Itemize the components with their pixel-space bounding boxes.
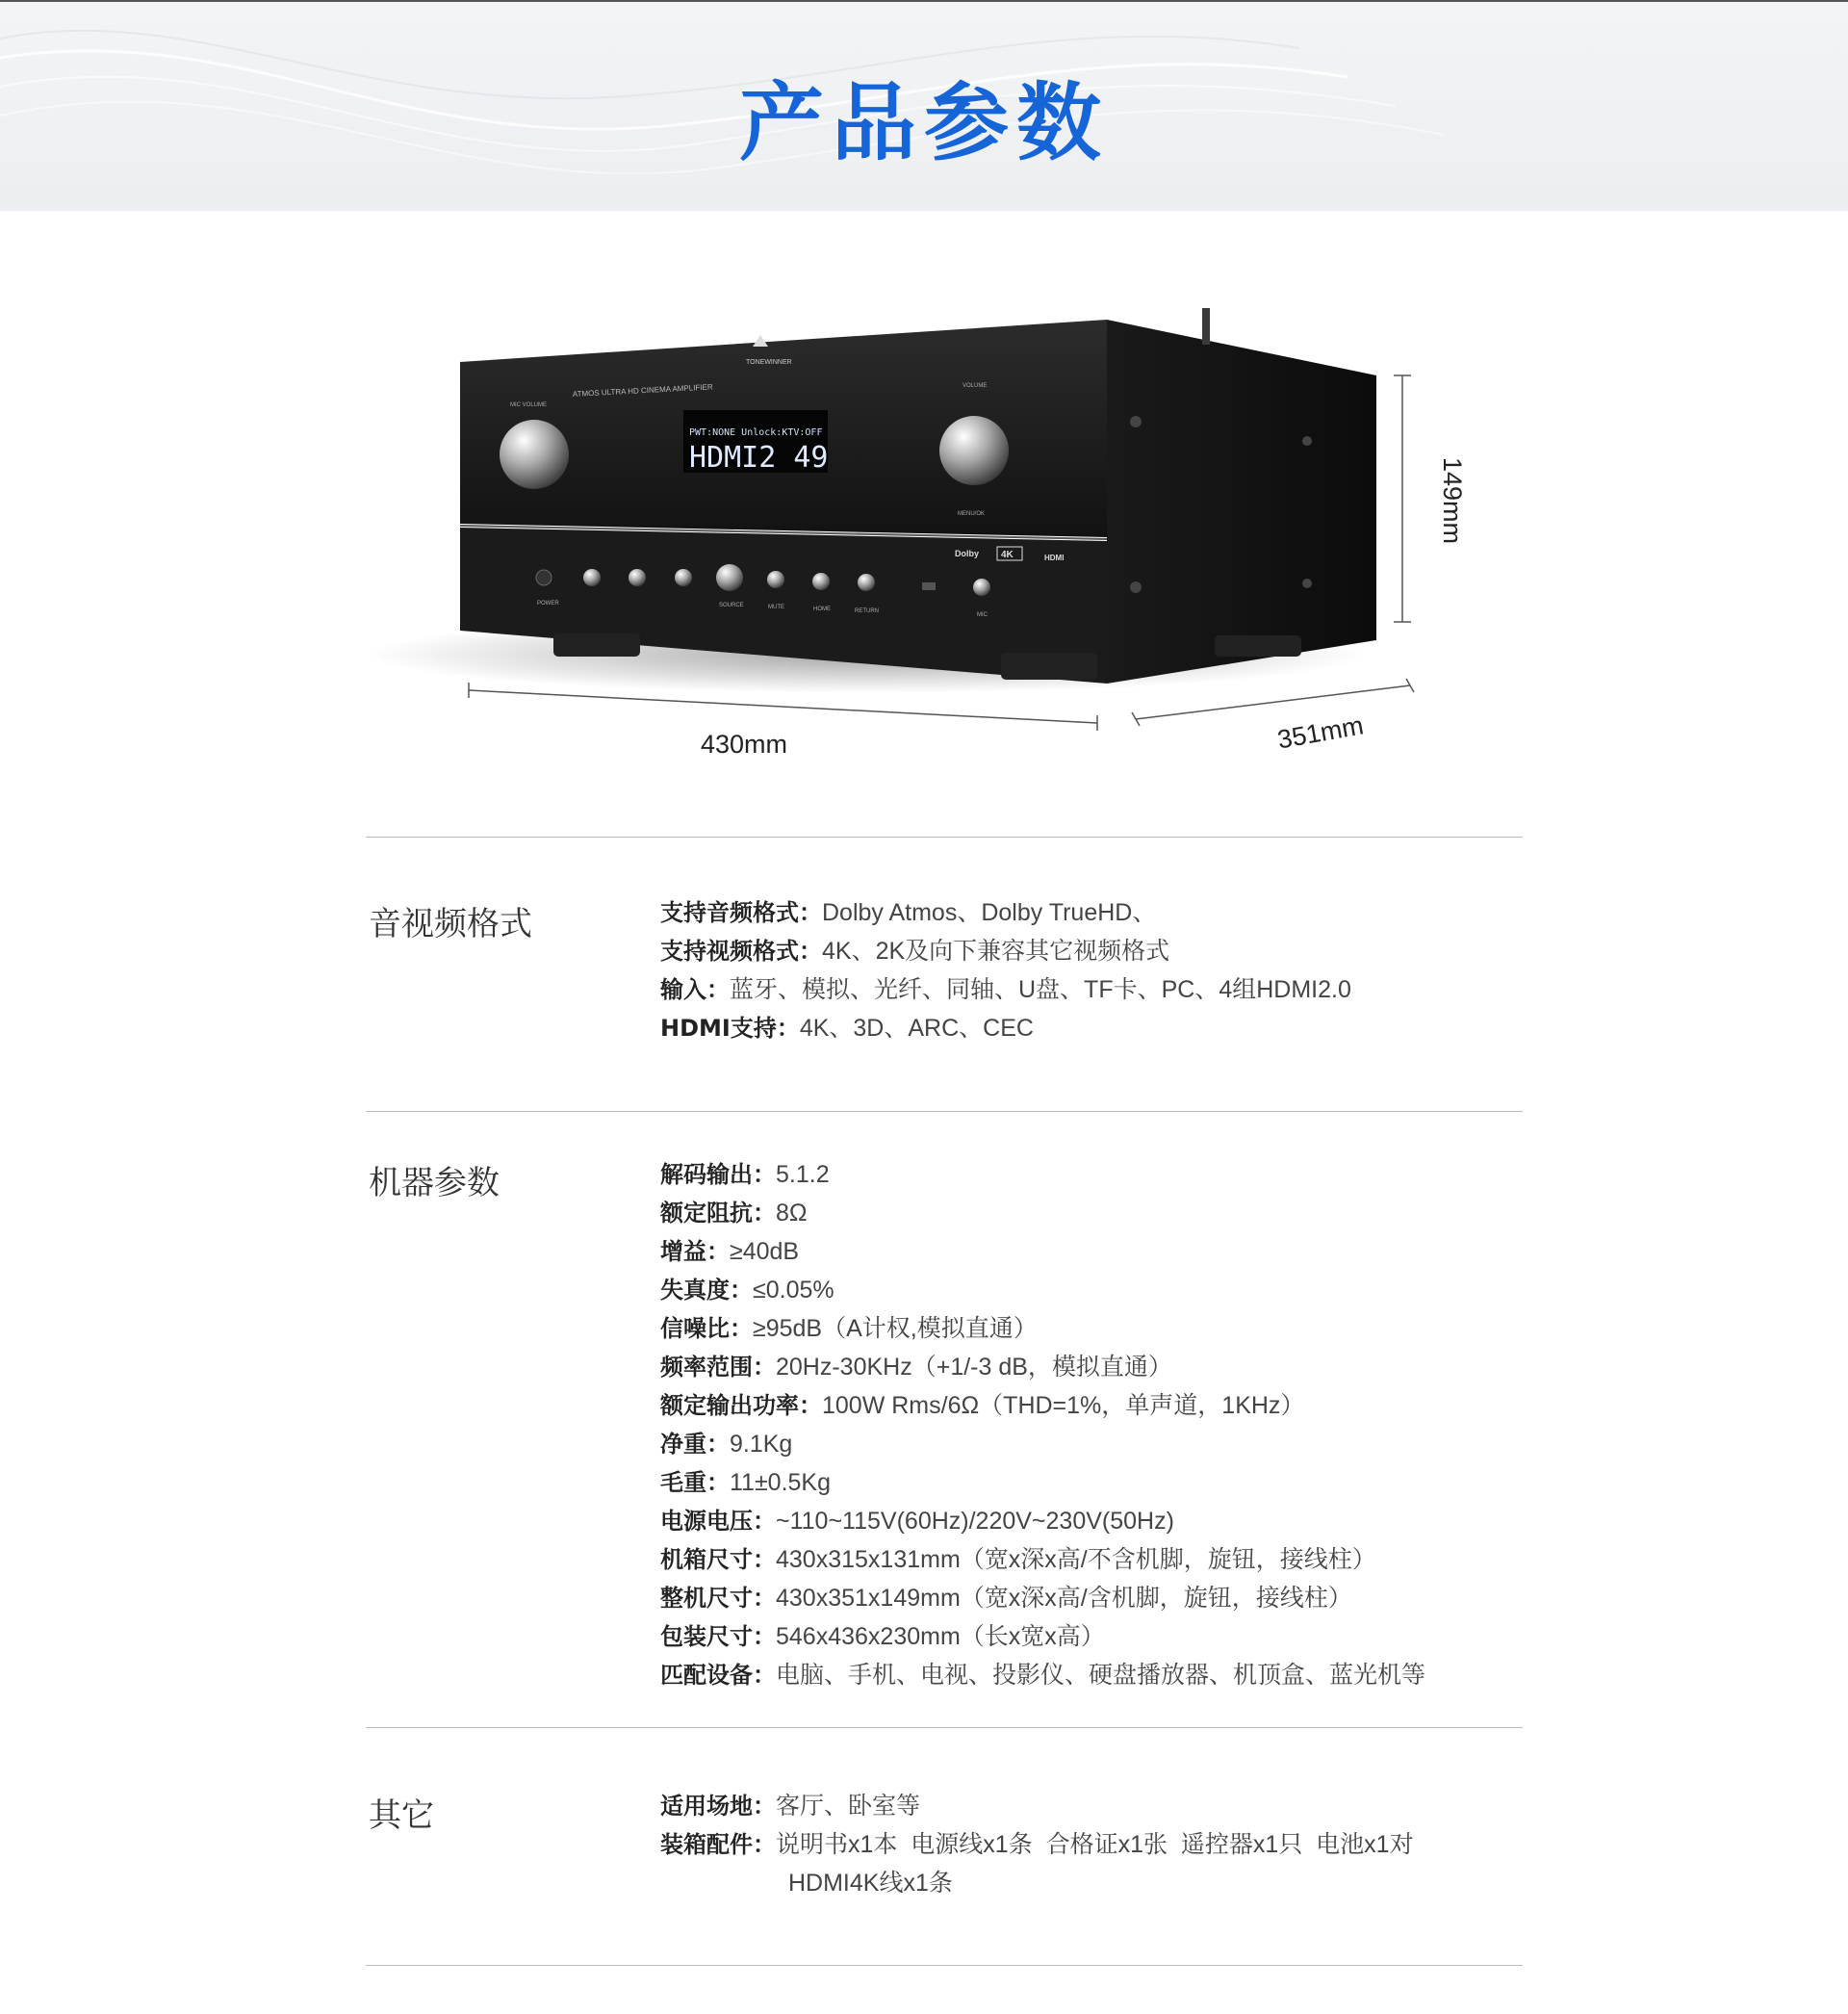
spec-line: 额定输出功率：100W Rms/6Ω（THD=1%，单声道，1KHz） xyxy=(660,1392,1305,1419)
section-title-other: 其它 xyxy=(369,1796,434,1835)
panel-text: ATMOS ULTRA HD CINEMA AMPLIFIER xyxy=(572,382,713,399)
4k-logo: 4K xyxy=(1001,550,1014,560)
home-button-label: HOME xyxy=(813,607,831,612)
page-title: 产品参数 xyxy=(738,73,1109,172)
display-line1: PWT:NONE Unlock:KTV:OFF xyxy=(689,427,823,438)
spec-line: 机箱尺寸：430x315x131mm（宽x深x高/不含机脚，旋钮，接线柱） xyxy=(660,1546,1376,1573)
spec-line: 整机尺寸：430x351x149mm（宽x深x高/含机脚，旋钮，接线柱） xyxy=(660,1585,1352,1612)
product-image xyxy=(366,308,1502,770)
depth-dimension-line xyxy=(1136,685,1410,719)
volume-label: VOLUME xyxy=(962,383,988,389)
spec-list-av-format xyxy=(660,893,1507,1047)
divider-2 xyxy=(366,1111,1523,1112)
spec-line: HDMI支持：4K、3D、ARC、CEC xyxy=(660,1015,1034,1042)
dolby-logo: Dolby xyxy=(955,549,980,558)
depth-dimension-label: 351mm xyxy=(1275,710,1366,755)
spec-line: 支持音频格式：Dolby Atmos、Dolby TrueHD、 xyxy=(660,899,1157,926)
spec-line: 频率范围：20Hz-30KHz（+1/-3 dB，模拟直通） xyxy=(660,1354,1172,1381)
height-dimension-label: 149mm xyxy=(1438,457,1467,545)
section-title-av-format: 音视频格式 xyxy=(369,905,532,943)
divider-4 xyxy=(366,1965,1523,1966)
divider-1 xyxy=(366,837,1523,838)
spec-line: 支持视频格式：4K、2K及向下兼容其它视频格式 xyxy=(660,938,1170,965)
power-button-label: POWER xyxy=(537,601,559,607)
menu-label: MENU/OK xyxy=(958,511,986,517)
mic-jack-icon xyxy=(973,579,990,596)
spec-line: 匹配设备：电脑、手机、电视、投影仪、硬盘播放器、机顶盒、蓝光机等 xyxy=(660,1662,1426,1689)
mic-volume-knob xyxy=(500,420,569,489)
spec-list-machine-params xyxy=(660,1155,1507,1694)
header-banner xyxy=(0,0,1848,211)
spec-line: 毛重：11±0.5Kg xyxy=(660,1469,832,1496)
display-line2: HDMI2 49 xyxy=(689,441,829,475)
divider-3 xyxy=(366,1727,1523,1728)
section-title-machine-params: 机器参数 xyxy=(369,1164,500,1202)
spec-line: 解码输出：5.1.2 xyxy=(660,1161,830,1188)
usb-port-icon xyxy=(922,582,936,590)
spec-line: 包装尺寸：546x436x230mm（长x宽x高） xyxy=(660,1623,1105,1650)
spec-line: 额定阻抗：8Ω xyxy=(660,1200,808,1226)
brand-label: TONEWINNER xyxy=(746,359,792,366)
spec-list-other xyxy=(660,1787,1507,1902)
mute-button-label: MUTE xyxy=(768,605,784,610)
amplifier-illustration xyxy=(366,308,1502,770)
spec-line: 装箱配件：说明书x1本 电源线x1条 合格证x1张 遥控器x1只 电池x1对 xyxy=(660,1831,1414,1858)
width-dimension-label: 430mm xyxy=(701,730,788,759)
mic-volume-label: MIC VOLUME xyxy=(510,402,548,408)
return-button-label: RETURN xyxy=(855,608,879,614)
brand-logo-icon xyxy=(753,335,768,347)
spec-line: HDMI4K线x1条 xyxy=(788,1870,953,1897)
spec-line: 输入：蓝牙、模拟、光纤、同轴、U盘、TF卡、PC、4组HDMI2.0 xyxy=(660,976,1351,1003)
spec-line: 净重：9.1Kg xyxy=(660,1431,793,1458)
volume-knob xyxy=(939,416,1009,485)
spec-line: 增益：≥40dB xyxy=(660,1238,800,1265)
width-dimension-line xyxy=(469,690,1097,723)
source-button-label: SOURCE xyxy=(719,603,744,608)
spec-line: 失真度：≤0.05% xyxy=(660,1277,834,1304)
spec-line: 适用场地：客厅、卧室等 xyxy=(660,1793,921,1820)
hdmi-logo: HDMI xyxy=(1044,554,1065,562)
mic-label: MIC xyxy=(977,612,988,618)
spec-line: 电源电压：~110~115V(60Hz)/220V~230V(50Hz) xyxy=(660,1508,1174,1535)
spec-line: 信噪比：≥95dB（A计权,模拟直通） xyxy=(660,1315,1038,1342)
